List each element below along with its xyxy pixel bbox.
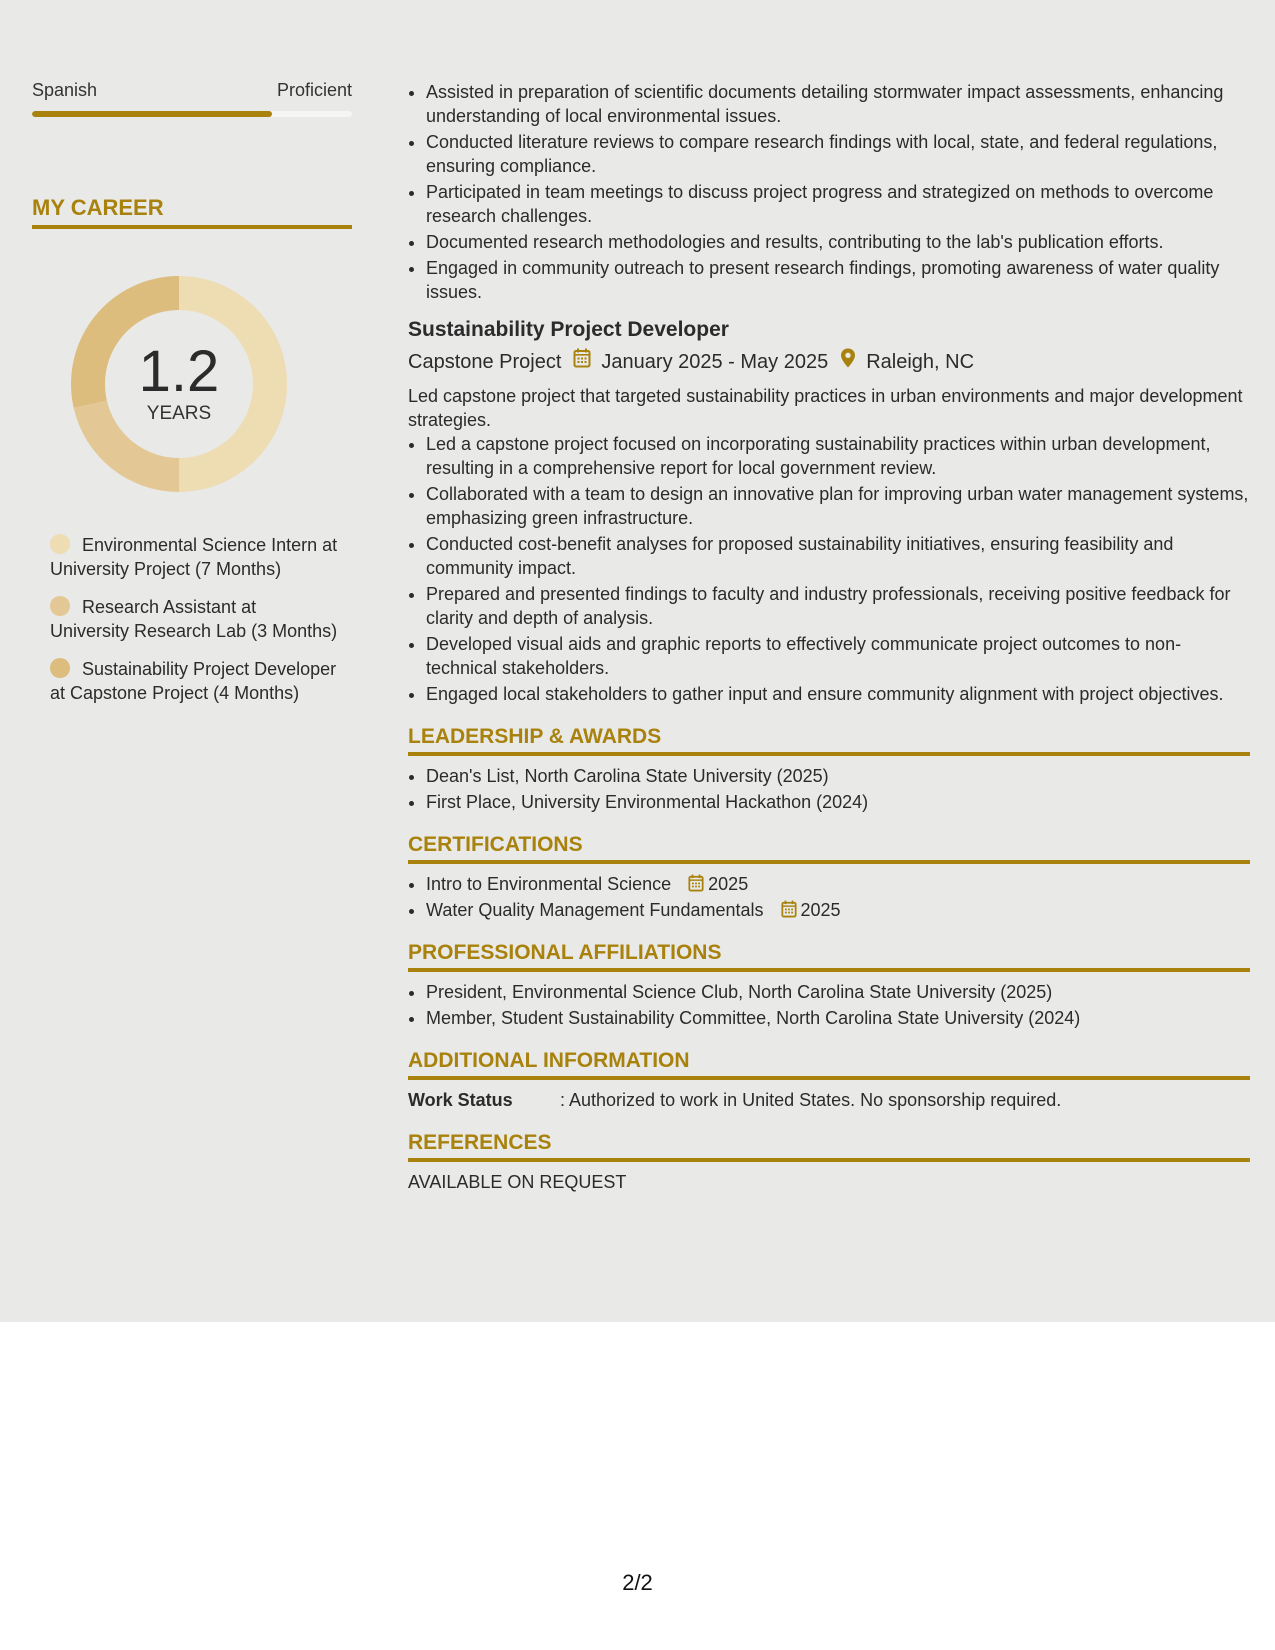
leadership-list bbox=[408, 764, 1250, 814]
certification-year-wrap bbox=[781, 898, 841, 922]
certification-year: 2025 bbox=[800, 900, 841, 920]
language-level: Proficient bbox=[276, 80, 352, 100]
list-item: • Conducted cost-benefit analyses for proposed sustainability initiatives, ensuring feasibility and community impact. bbox=[426, 532, 1250, 580]
job-description: Led capstone project that targeted sustainability practices in urban environments and major development strategies. bbox=[408, 386, 1243, 430]
list-item: • Collaborated with a team to design an innovative plan for improving urban water management systems, emphasizing green infrastructure. bbox=[426, 482, 1250, 530]
references-heading: REFERENCES bbox=[408, 1130, 1250, 1162]
affiliations-heading: PROFESSIONAL AFFILIATIONS bbox=[408, 940, 1250, 972]
language-row bbox=[32, 80, 352, 101]
affiliations-list bbox=[408, 980, 1250, 1030]
work-status-label: Work Status bbox=[408, 1090, 513, 1110]
list-item: • Assisted in preparation of scientific documents detailing stormwater impact assessments, enhancing understanding of local environmental issues. bbox=[426, 80, 1250, 128]
legend-dot bbox=[50, 596, 70, 616]
job-location: Raleigh, NC bbox=[866, 351, 975, 373]
previous-job-bullets bbox=[408, 80, 1250, 304]
career-total-unit: YEARS bbox=[146, 403, 212, 424]
career-heading: MY CAREER bbox=[32, 195, 352, 229]
list-item: • Engaged in community outreach to present research findings, promoting awareness of water quality issues. bbox=[426, 256, 1250, 304]
certifications-heading: CERTIFICATIONS bbox=[408, 832, 1250, 864]
language-proficiency-fill bbox=[32, 111, 272, 117]
right-column bbox=[408, 80, 1250, 1194]
work-status-value: : Authorized to work in United States. No sponsorship required. bbox=[560, 1090, 1062, 1110]
certification-name: Water Quality Management Fundamentals bbox=[426, 900, 764, 920]
list-item: • Dean's List, North Carolina State University (2025) bbox=[426, 764, 1250, 788]
list-item: • Engaged local stakeholders to gather input and ensure community alignment with project objectives. bbox=[426, 682, 1250, 706]
career-donut-chart bbox=[66, 271, 292, 497]
legend-label: Research Assistant at University Research Lab (3 Months) bbox=[50, 597, 338, 641]
work-status-row bbox=[408, 1088, 1250, 1112]
leadership-heading: LEADERSHIP & AWARDS bbox=[408, 724, 1250, 756]
legend-dot bbox=[50, 658, 70, 678]
list-item: • First Place, University Environmental Hackathon (2024) bbox=[426, 790, 1250, 814]
legend-item bbox=[50, 533, 340, 581]
legend-dot bbox=[50, 534, 70, 554]
legend-item bbox=[50, 657, 340, 705]
list-item: • Member, Student Sustainability Committee, North Carolina State University (2024) bbox=[426, 1006, 1250, 1030]
additional-info-heading: ADDITIONAL INFORMATION bbox=[408, 1048, 1250, 1080]
left-column bbox=[32, 80, 352, 719]
list-item: • President, Environmental Science Club, North Carolina State University (2025) bbox=[426, 980, 1250, 1004]
references-text: AVAILABLE ON REQUEST bbox=[408, 1172, 627, 1192]
list-item: • Developed visual aids and graphic reports to effectively communicate project outcomes to non-technical stakeholders. bbox=[426, 632, 1250, 680]
legend-item bbox=[50, 595, 340, 643]
career-total-value: 1.2 bbox=[138, 339, 220, 404]
job-title: Sustainability Project Developer bbox=[408, 318, 729, 341]
job-meta bbox=[408, 348, 1250, 376]
job-dates: January 2025 - May 2025 bbox=[601, 351, 829, 373]
legend-label: Sustainability Project Developer at Capstone Project (4 Months) bbox=[50, 659, 337, 703]
language-name: Spanish bbox=[32, 80, 98, 100]
donut-center bbox=[66, 271, 292, 497]
certification-year-wrap bbox=[688, 872, 748, 896]
career-legend bbox=[50, 533, 340, 705]
list-item: • Participated in team meetings to discuss project progress and strategized on methods to overcome research challenges. bbox=[426, 180, 1250, 228]
legend-label: Environmental Science Intern at University Project (7 Months) bbox=[50, 535, 338, 579]
list-item: • Conducted literature reviews to compare research findings with local, state, and federal regulations, ensuring compliance. bbox=[426, 130, 1250, 178]
job-company: Capstone Project bbox=[408, 351, 562, 373]
calendar-icon bbox=[688, 874, 704, 892]
language-proficiency-bar bbox=[32, 111, 352, 117]
certifications-list bbox=[408, 872, 1250, 922]
list-item bbox=[426, 898, 1250, 922]
certification-name: Intro to Environmental Science bbox=[426, 874, 672, 894]
list-item: • Documented research methodologies and results, contributing to the lab's publication efforts. bbox=[426, 230, 1250, 254]
list-item: • Led a capstone project focused on incorporating sustainability practices within urban development, resulting in a comprehensive report for local government review. bbox=[426, 432, 1250, 480]
calendar-icon bbox=[781, 900, 797, 918]
map-pin-icon bbox=[840, 348, 856, 376]
calendar-icon bbox=[573, 348, 591, 376]
list-item bbox=[426, 872, 1250, 896]
list-item: • Prepared and presented findings to faculty and industry professionals, receiving positive feedback for clarity and depth of analysis. bbox=[426, 582, 1250, 630]
job-bullets bbox=[408, 432, 1250, 706]
certification-year: 2025 bbox=[708, 874, 749, 894]
page-number: 2/2 bbox=[622, 1570, 653, 1595]
